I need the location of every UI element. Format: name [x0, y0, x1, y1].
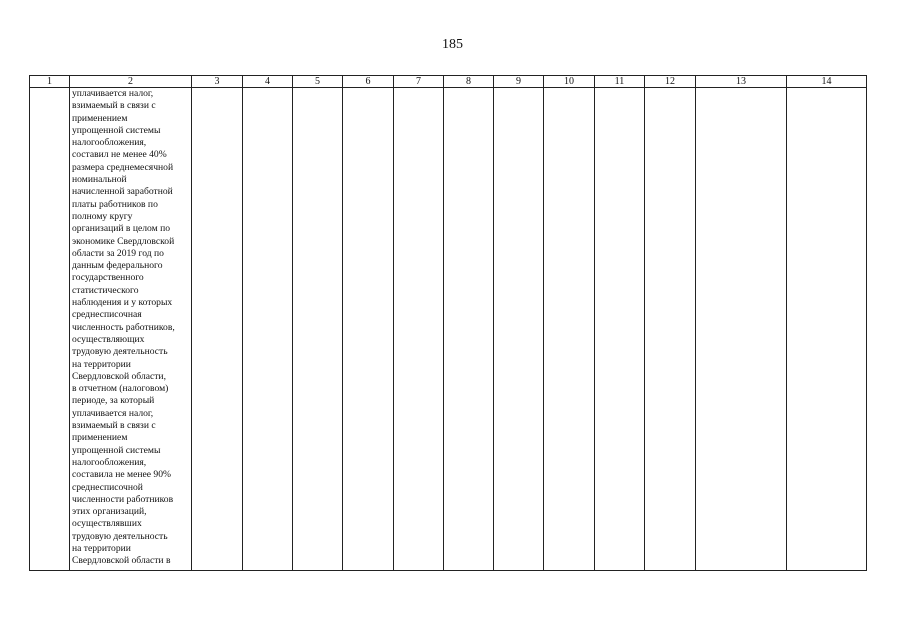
table-cell-col-6 [343, 88, 394, 571]
cell-text-line: государственного [72, 272, 144, 284]
column-header-10: 10 [544, 76, 595, 88]
cell-text-line: трудовую деятельность [72, 346, 168, 358]
cell-text-line: на территории [72, 542, 131, 554]
cell-text-line: взимаемый в связи с [72, 100, 156, 112]
cell-text-line: начисленной заработной [72, 186, 173, 198]
cell-text-line: Свердловской области, [72, 370, 166, 382]
cell-text-line: численности работников [72, 493, 174, 505]
table-cell-col-7 [394, 88, 444, 571]
table-cell-col-11 [595, 88, 645, 571]
cell-text-line: составила не менее 90% [72, 469, 171, 481]
cell-text-line: области за 2019 год по [72, 247, 164, 259]
table-cell-col-5 [293, 88, 343, 571]
cell-text-line: уплачивается налог, [72, 407, 154, 419]
cell-text-line: численность работников, [72, 321, 175, 333]
column-header-13: 13 [696, 76, 787, 88]
cell-text-line: упрощенной системы [72, 124, 161, 136]
table-cell-col-4 [243, 88, 293, 571]
cell-text-line: организаций в целом по [72, 223, 171, 235]
cell-text-line: осуществляющих [72, 333, 145, 345]
cell-text-line: на территории [72, 358, 131, 370]
table-cell-col-1 [30, 88, 70, 571]
cell-text-line: уплачивается налог, [72, 88, 154, 99]
header-row [30, 76, 867, 88]
cell-text-line: среднесписочная [72, 309, 142, 321]
cell-text-line: применением [72, 112, 128, 124]
table-cell-col-12 [645, 88, 696, 571]
cell-text-line: составил не менее 40% [72, 149, 167, 161]
column-header-12: 12 [645, 76, 696, 88]
cell-text-line: в отчетном (налоговом) [72, 383, 169, 395]
table-cell-col-8 [444, 88, 494, 571]
table-cell-col-2 [70, 88, 192, 571]
table-cell-col-9 [494, 88, 544, 571]
cell-text-line: упрощенной системы [72, 444, 161, 456]
cell-text-line: полному кругу [72, 210, 133, 222]
column-header-2: 2 [70, 76, 192, 88]
column-header-3: 3 [192, 76, 243, 88]
cell-text-line: взимаемый в связи с [72, 420, 156, 432]
cell-text-line: статистического [72, 284, 139, 296]
cell-text-line: среднесписочной [72, 481, 143, 493]
cell-text-line: данным федерального [72, 260, 163, 272]
cell-text-line: трудовую деятельность [72, 530, 168, 542]
column-header-4: 4 [243, 76, 293, 88]
column-header-5: 5 [293, 76, 343, 88]
cell-text-line: этих организаций, [72, 506, 147, 518]
table-cell-col-3 [192, 88, 243, 571]
column-header-1: 1 [30, 76, 70, 88]
table-cell-col-10 [544, 88, 595, 571]
column-header-6: 6 [343, 76, 394, 88]
cell-text-line: номинальной [72, 174, 127, 186]
cell-text-line: налогообложения, [72, 137, 147, 149]
column-header-14: 14 [787, 76, 867, 88]
column-header-8: 8 [444, 76, 494, 88]
cell-text-line: платы работников по [72, 198, 158, 210]
cell-text-line: осуществлявших [72, 518, 142, 530]
column-header-11: 11 [595, 76, 645, 88]
cell-text-line: Свердловской области в [72, 555, 171, 567]
table-cell-col-14 [787, 88, 867, 571]
cell-text-line: наблюдения и у которых [72, 297, 173, 309]
table-cell-col-13 [696, 88, 787, 571]
cell-text-line: размера среднемесячной [72, 161, 174, 173]
column-header-9: 9 [494, 76, 544, 88]
table-row [30, 88, 867, 571]
cell-text-line: периоде, за который [72, 395, 155, 407]
page-number: 185 [442, 37, 463, 52]
cell-text-line: применением [72, 432, 128, 444]
cell-text-line: экономике Свердловской [72, 235, 175, 247]
cell-text-line: налогообложения, [72, 456, 147, 468]
cell-text-block [72, 88, 190, 568]
column-header-7: 7 [394, 76, 444, 88]
data-table [29, 75, 867, 571]
